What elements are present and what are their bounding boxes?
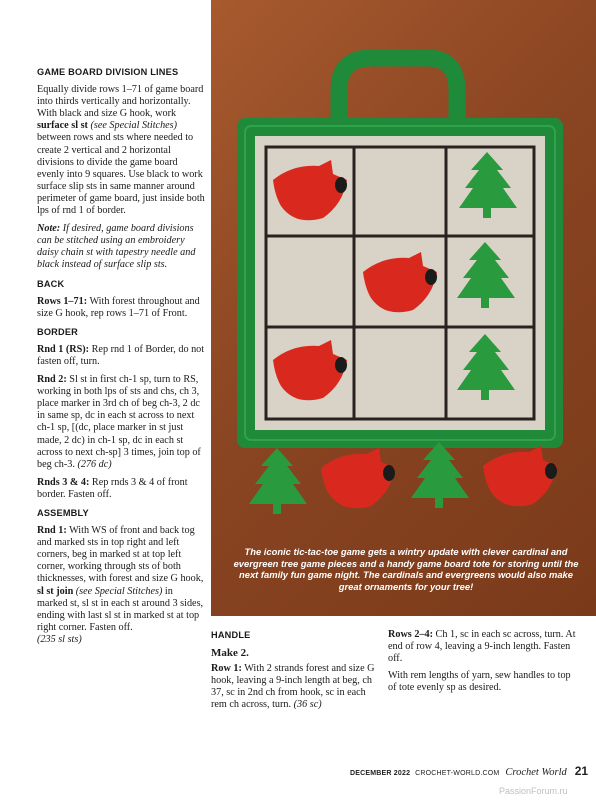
magazine-name: Crochet World xyxy=(505,767,567,778)
page-number: 21 xyxy=(574,764,589,778)
tree-piece xyxy=(249,448,307,514)
term-surface-sl-st: surface sl st xyxy=(37,120,88,132)
project-photo xyxy=(211,0,596,616)
text-run: between rows and sts where needed to create 2 vertical and 2 horizontal divisions to divide the game board evenly into 9 squares. Use black to work surface slip sts in same manner around perimeter of game board, just inside both lps of rnd 1 of border. xyxy=(37,132,205,217)
page-footer xyxy=(350,764,588,778)
photo-caption: The iconic tic-tac-toe game gets a wintry update with clever cardinal and evergreen tree game pieces and a handy game board tote for storing until the next family fun game night. The cardinals and evergreens would also make great ornaments for your tree! xyxy=(233,546,579,592)
stitch-count: (36 sc) xyxy=(291,699,322,711)
right-column xyxy=(388,629,578,699)
rnd-text: With WS of front and back tog and marked sts in top right and left corners, beg in marked st at top left corner, working through sts of both thicknesses, with forest and size G hook, xyxy=(37,525,204,585)
row-label: Row 1: xyxy=(211,663,242,675)
rnd-text: Rep rnds 3 & 4 of front border. Fasten off. xyxy=(37,476,188,500)
rnd-text: Sl st in first ch-1 sp, turn to RS, working in both lps of sts and chs, ch 3, place marker in 3rd ch of beg ch-3, 2 dc in same sp, dc in each st across to next ch-1 sp, [(dc, place marker in st just made, 2 dc) in ch-1 sp, dc in each st across to next ch-sp] 3 times, join top of beg ch-3. xyxy=(37,374,201,470)
rnd-label: Rnds 3 & 4: xyxy=(37,476,90,488)
back-rows xyxy=(37,296,205,320)
photo-illustration xyxy=(211,0,596,616)
term-sl-st-join: sl st join xyxy=(37,585,74,597)
row-text: Ch 1, sc in each sc across, turn. At end of row 4, leaving a 9-inch length. Fasten off. xyxy=(388,629,576,665)
left-column xyxy=(37,66,205,652)
heading-assembly: ASSEMBLY xyxy=(37,508,89,518)
cardinal-piece xyxy=(483,446,557,506)
division-lines-text xyxy=(37,84,205,217)
rnd-label: Rnd 2: xyxy=(37,374,67,386)
border-rnd1 xyxy=(37,344,205,368)
note-text: If desired, game board divisions can be stitched using an embroidery daisy chain st with tapestry needle and black instead of surface slip sts. xyxy=(37,223,196,271)
row-text: With forest throughout and size G hook, rep rows 1–71 of Front. xyxy=(37,295,200,319)
border-rnds34 xyxy=(37,477,205,501)
website: CROCHET-WORLD.COM xyxy=(415,770,500,777)
heading-handle: HANDLE xyxy=(211,630,251,640)
row-label: Rows 1–71: xyxy=(37,295,88,307)
heading-back: BACK xyxy=(37,278,65,289)
border-rnd2 xyxy=(37,374,205,471)
special-stitches-ref: (see Special Stitches) xyxy=(90,120,178,132)
handle-row1 xyxy=(211,663,379,711)
rnd-label: Rnd 1: xyxy=(37,525,67,537)
note-label: Note: xyxy=(37,223,61,235)
assembly-rnd1 xyxy=(37,525,205,646)
special-stitches-ref: (see Special Stitches) xyxy=(75,585,163,597)
handle-rows2-4 xyxy=(388,629,578,665)
cardinal-piece xyxy=(321,448,395,508)
make-count: Make 2. xyxy=(211,647,249,660)
heading-border: BORDER xyxy=(37,326,79,337)
rnd-label: Rnd 1 (RS): xyxy=(37,343,90,355)
note xyxy=(37,223,205,271)
row-label: Rows 2–4: xyxy=(388,629,433,640)
watermark: PassionForum.ru xyxy=(499,786,568,796)
tote-handle xyxy=(339,58,457,118)
row-text: With 2 strands forest and size G hook, leaving a 9-inch length at beg, ch 37, sc in 2nd ch from hook, sc in each rem ch across, turn. xyxy=(211,663,375,711)
issue-date: DECEMBER 2022 xyxy=(350,770,411,777)
stitch-count: (235 sl sts) xyxy=(37,633,82,645)
stitch-count: (276 dc) xyxy=(74,458,112,470)
finishing: With rem lengths of yarn, sew handles to top of tote evenly sp as desired. xyxy=(388,670,571,694)
text-run: Equally divide rows 1–71 of game board into thirds vertically and horizontally. With black and size G hook, work xyxy=(37,84,204,120)
rnd-text: Rep rnd 1 of Border, do not fasten off, turn. xyxy=(37,343,205,367)
heading-division-lines: GAME BOARD DIVISION LINES xyxy=(37,67,179,77)
tree-piece xyxy=(411,442,469,508)
rnd-text: in marked st, sl st in each st around 3 sides, ending with last sl st in marked st at top right corner. Fasten off. xyxy=(37,585,204,633)
middle-column xyxy=(211,629,379,717)
